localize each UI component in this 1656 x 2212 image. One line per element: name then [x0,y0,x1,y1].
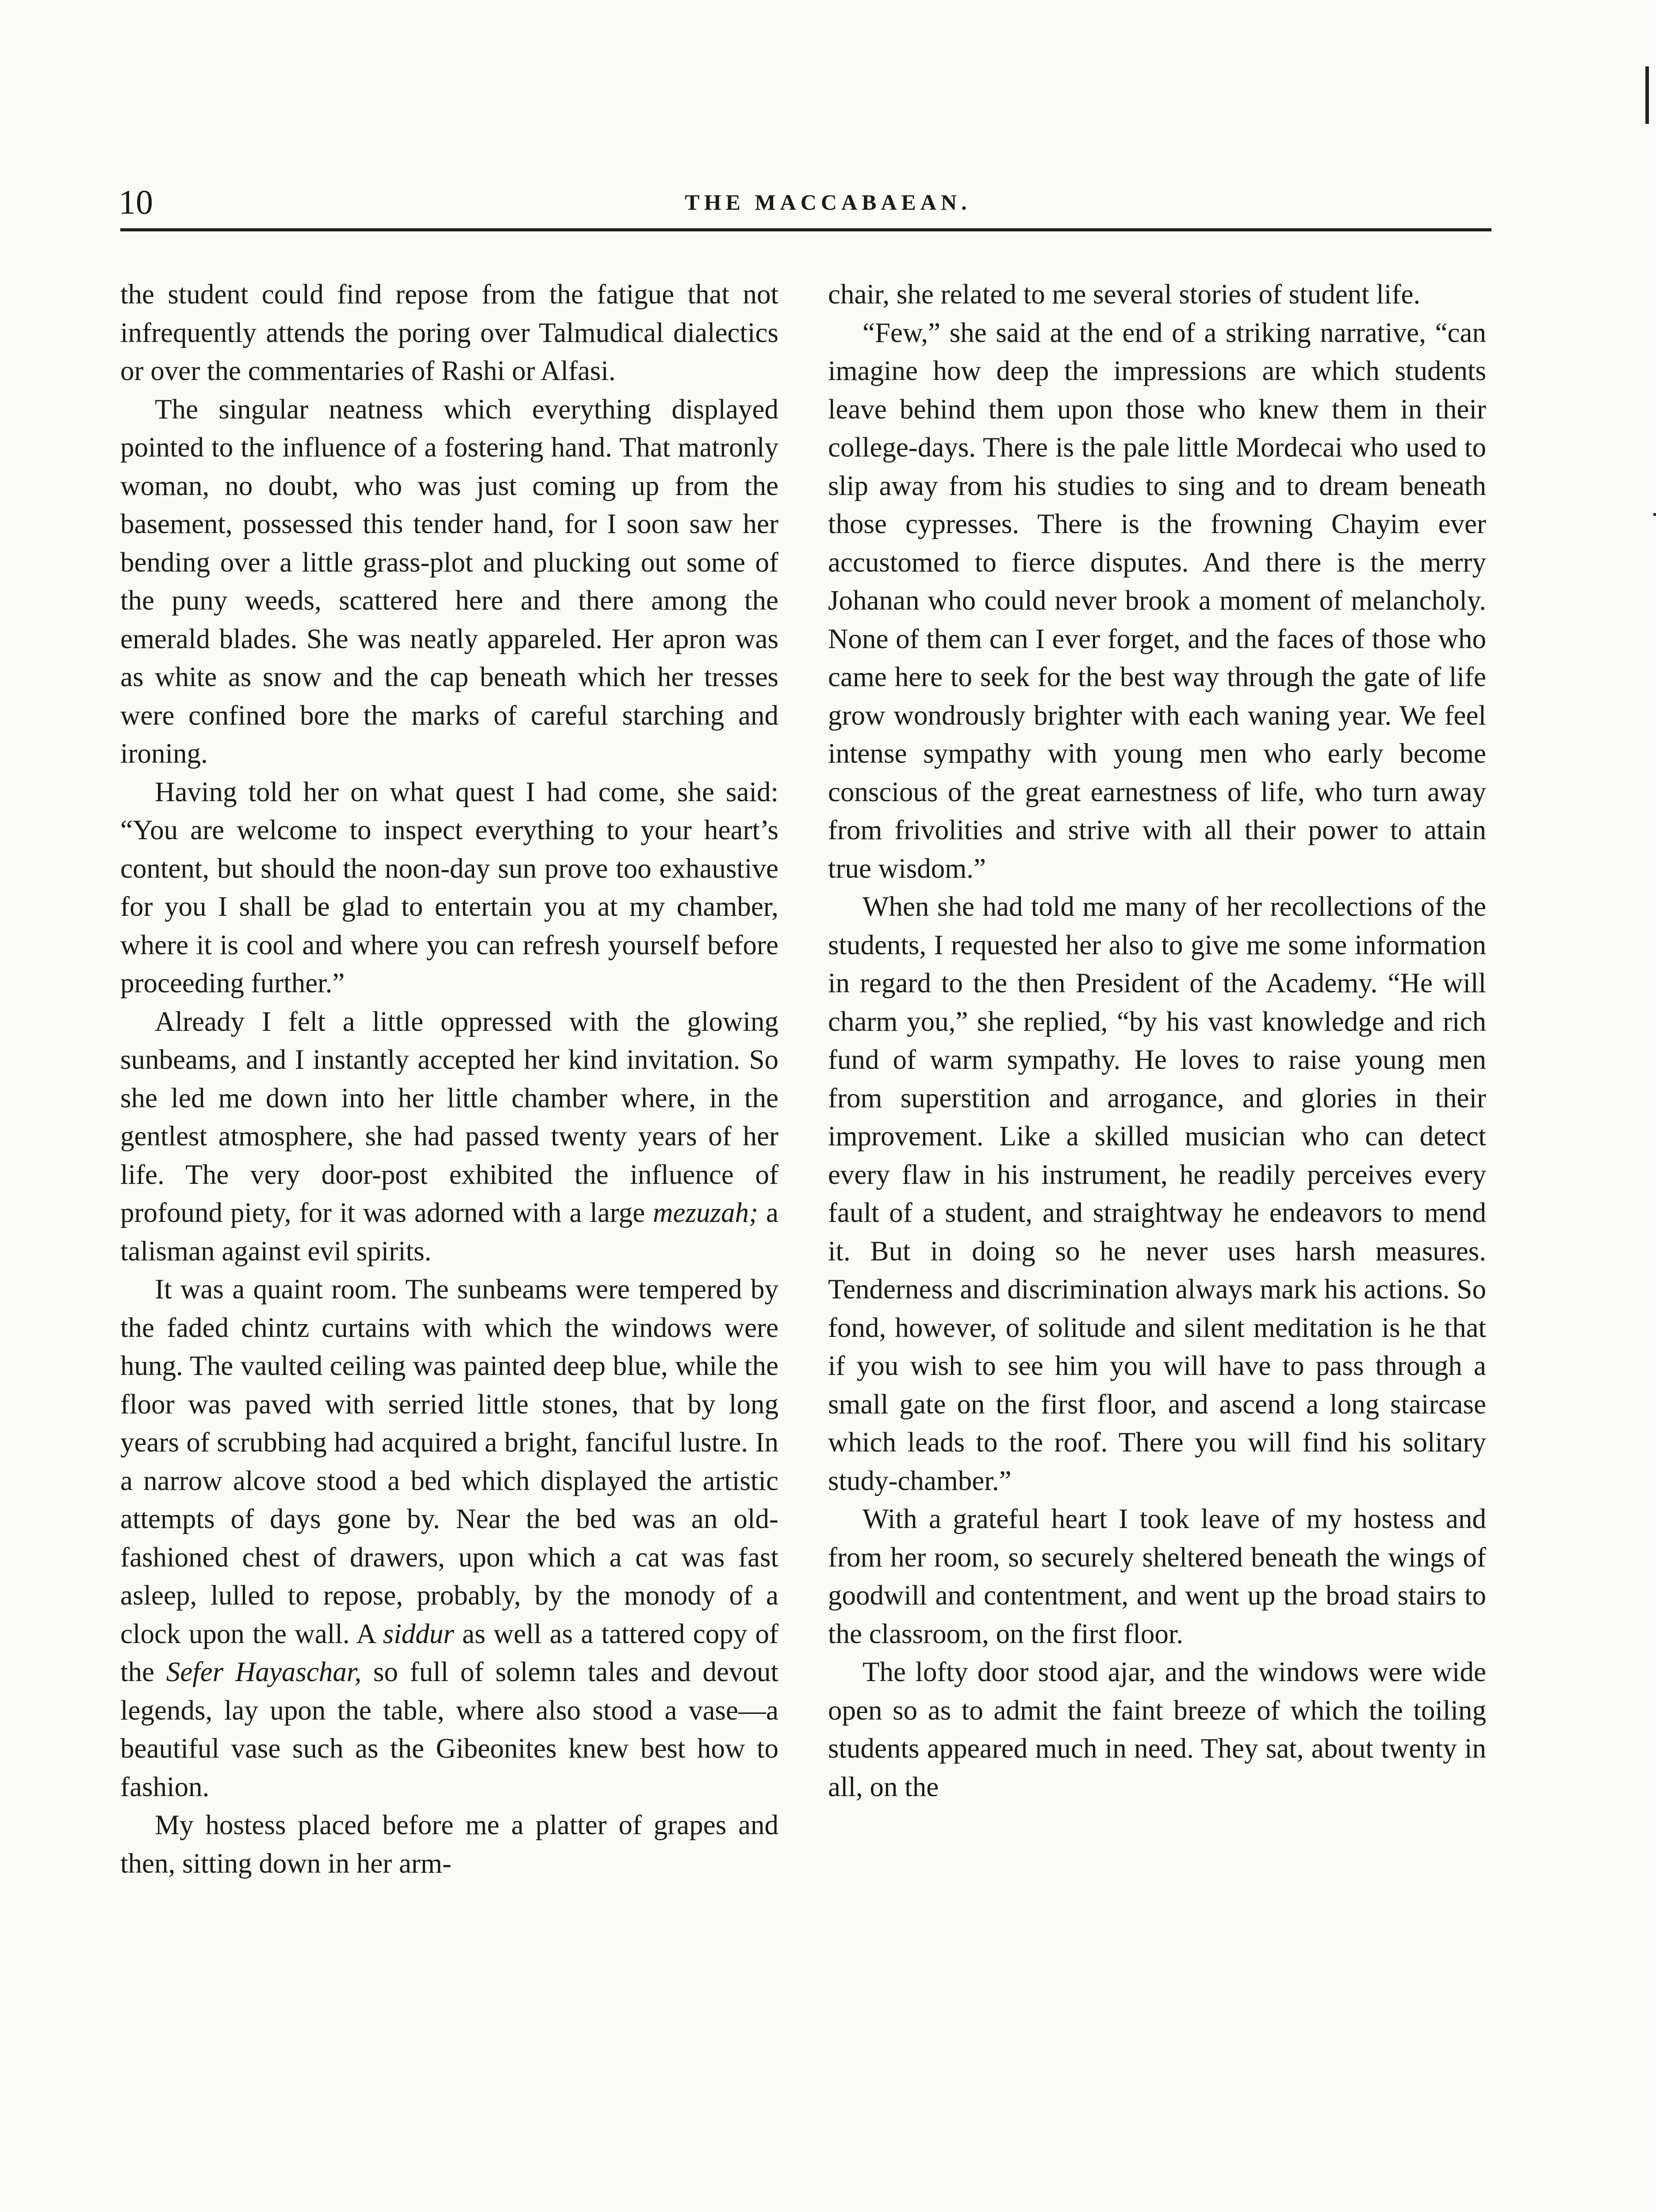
paragraph-text: The lofty door stood ajar, and the windows were wide open so as to admit the faint breeze of which the toiling students appeared much in need. They sat, about twenty in all, on the [828,1656,1486,1802]
paragraph [828,1500,1486,1653]
paragraph-text: With a grateful heart I took leave of my hostess and from her room, so securely sheltered beneath the wings of goodwill and contentment, and went up the broad stairs to the classroom, on the first floor. [828,1503,1486,1649]
italic-term: siddur [383,1618,454,1649]
paragraph-text: a talisman against evil spirits. [120,1197,778,1267]
paragraph [828,1653,1486,1806]
paragraph [120,390,778,773]
paragraph [120,275,778,390]
paragraph-text: the student could find repose from the fatigue that not infrequently attends the poring over Talmudical dialectics or over the commentaries of Rashi or Alfasi. [120,279,778,386]
page-number: 10 [119,183,153,221]
paragraph [120,1002,778,1271]
paragraph-text: as well as a tattered copy of the [120,1618,779,1687]
margin-mark [1645,66,1649,124]
italic-term: Sefer Hayaschar, [166,1656,362,1687]
running-head-title: THE MACCABAEAN. [685,190,971,215]
paragraph-text: chair, she related to me several stories of student life. [828,279,1421,310]
margin-dot [1653,513,1656,516]
paragraph [828,887,1486,1500]
paragraph [120,773,778,1002]
paragraph [120,1806,778,1882]
paragraph-text: It was a quaint room. The sunbeams were tempered by the faded chintz curtains with which the windows were hung. The vaulted ceiling was painted deep blue, while the floor was paved with serried little stones, that by long years of scrubbing had acquired a bright, fanciful lustre. In a narrow alcove stood a bed which displayed the artistic attempts of days gone by. Near the bed was an old-fashioned chest of drawers, upon which a cat was fast asleep, lulled to repose, probably, by the monody of a clock upon the wall. A [120,1274,778,1649]
paragraph-text: “Few,” she said at the end of a striking narrative, “can imagine how deep the impressions are which students leave behind them upon those who knew them in their college-days. There is the pale little Mordecai who used to slip away from his studies to sing and to dream beneath those cypresses. There is the frowning Chayim ever accustomed to fierce disputes. And there is the merry Johanan who could never brook a moment of melancholy. None of them can I ever forget, and the faces of those who came here to seek for the best way through the gate of life grow wondrously brighter with each waning year. We feel intense sympathy with young men who early become conscious of the great earnestness of life, who turn away from frivolities and strive with all their power to attain true wisdom.” [828,317,1486,884]
right-text-column [828,275,1486,1806]
paragraph-text: When she had told me many of her recollections of the students, I requested her also to give me some information in regard to the then President of the Academy. “He will charm you,” she replied, “by his vast knowledge and rich fund of warm sympathy. He loves to raise young men from superstition and arrogance, and glories in their improvement. Like a skilled musician who can detect every flaw in his instrument, he readily perceives every fault of a student, and straightway he endeavors to mend it. But in doing so he never uses harsh measures. Tenderness and discrimination always mark his actions. So fond, however, of solitude and silent meditation is he that if you wish to see him you will have to pass through a small gate on the first floor, and ascend a long staircase which leads to the roof. There you will find his solitary study-chamber.” [828,891,1486,1496]
header-rule [120,228,1491,231]
italic-term: mezuzah; [653,1197,759,1228]
left-text-column [120,275,778,1882]
paragraph [828,314,1486,888]
paragraph-text: so full of solemn tales and devout legends, lay upon the table, where also stood a vase—a beautiful vase such as the Gibeonites knew best how to fashion. [120,1656,779,1802]
paragraph-text: Already I felt a little oppressed with the glowing sunbeams, and I instantly accepted her kind invitation. So she led me down into her little chamber where, in the gentlest atmosphere, she had passed twenty years of her life. The very door-post exhibited the influence of profound piety, for it was adorned with a large [120,1006,778,1228]
paragraph-text: Having told her on what quest I had come, she said: “You are welcome to inspect everything to your heart’s content, but should the noon-day sun prove too exhaustive for you I shall be glad to entertain you at my chamber, where it is cool and where you can refresh yourself before proceeding further.” [120,776,778,998]
paragraph [828,275,1486,314]
paragraph-text: My hostess placed before me a platter of grapes and then, sitting down in her arm- [120,1809,778,1879]
paragraph [120,1270,778,1806]
paragraph-text: The singular neatness which everything displayed pointed to the influence of a fostering hand. That matronly woman, no doubt, who was just coming up from the basement, possessed this tender hand, for I soon saw her bending over a little grass-plot and plucking out some of the puny weeds, scattered here and there among the emerald blades. She was neatly appareled. Her apron was as white as snow and the cap beneath which her tresses were confined bore the marks of careful starching and ironing. [120,393,778,769]
